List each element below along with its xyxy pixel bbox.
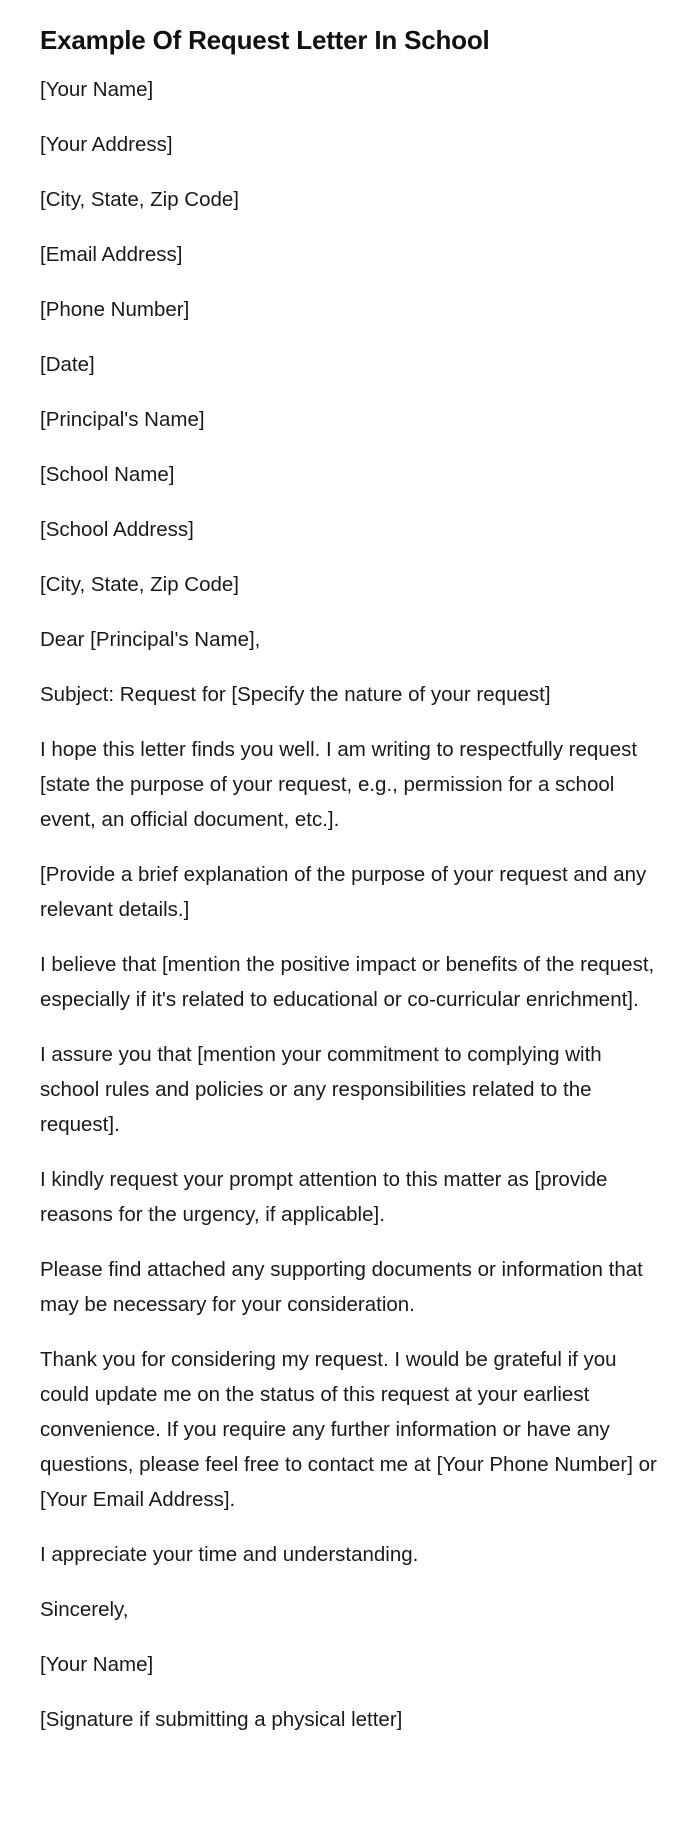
sender-email: [Email Address] [40, 243, 183, 266]
subject-line: Subject: Request for [Specify the nature of your request] [40, 683, 551, 706]
letter-date: [Date] [40, 353, 95, 376]
school-address: [School Address] [40, 518, 194, 541]
body-paragraph: Thank you for considering my request. I would be grateful if you could update me on the status of this request at your earliest convenience. If you require any further information or have any questions, please feel free to contact me at [Your Phone Number] or [Your Email Address]. [40, 1348, 657, 1511]
signature-note: [Signature if submitting a physical letter] [40, 1708, 403, 1731]
body-paragraph: Please find attached any supporting documents or information that may be necessary for your consideration. [40, 1258, 643, 1316]
sender-address: [Your Address] [40, 133, 173, 156]
body-paragraph: I hope this letter finds you well. I am writing to respectfully request [state the purpose of your request, e.g., permission for a school event, an official document, etc.]. [40, 738, 638, 831]
body-paragraph: I assure you that [mention your commitment to complying with school rules and policies or any responsibilities related to the request]. [40, 1043, 602, 1136]
recipient-name: [Principal's Name] [40, 408, 205, 431]
sender-city-state-zip: [City, State, Zip Code] [40, 188, 240, 211]
body-paragraph: I believe that [mention the positive impact or benefits of the request, especially if it's related to educational or co-curricular enrichment]. [40, 953, 655, 1011]
document-title: Example Of Request Letter In School [40, 25, 490, 55]
school-name: [School Name] [40, 463, 175, 486]
closing-remark: I appreciate your time and understanding. [40, 1543, 419, 1566]
school-city-state-zip: [City, State, Zip Code] [40, 573, 240, 596]
salutation: Dear [Principal's Name], [40, 628, 261, 651]
body-paragraph: [Provide a brief explanation of the purpose of your request and any relevant details.] [40, 863, 647, 921]
sender-phone: [Phone Number] [40, 298, 190, 321]
signature-name: [Your Name] [40, 1653, 154, 1676]
sender-name: [Your Name] [40, 78, 154, 101]
sign-off: Sincerely, [40, 1598, 129, 1621]
body-paragraph: I kindly request your prompt attention to this matter as [provide reasons for the urgency, if applicable]. [40, 1168, 608, 1226]
